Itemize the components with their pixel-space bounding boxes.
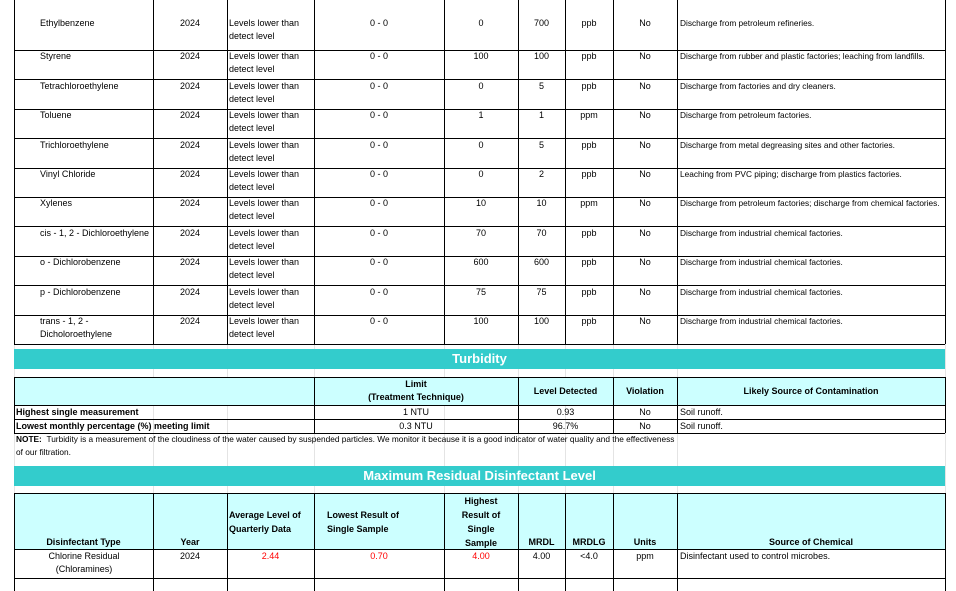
row-border [14,344,945,345]
contaminant-range: 0 - 0 [369,81,388,91]
contaminant-range: 0 - 0 [369,18,388,28]
column-border [314,0,315,344]
disinfectant-header-lowest: Lowest Result of Single Sample [327,510,400,534]
contaminant-name: Xylenes [40,198,73,208]
disinfectant-row-average: 2.44 [261,551,280,561]
contaminant-mclg: 100 [473,51,489,61]
contaminant-range: 0 - 0 [369,169,388,179]
contaminant-units: ppb [581,257,597,267]
row-border [14,256,945,257]
row-border [14,285,945,286]
contaminant-name: cis - 1, 2 - Dichloroethylene [40,228,150,238]
turbidity-note [16,433,946,446]
contaminant-violation: No [639,169,651,179]
contaminant-source: Discharge from metal degreasing sites and other factories. [680,140,895,150]
contaminant-range: 0 - 0 [369,287,388,297]
contaminant-source: Leaching from PVC piping; discharge from plastics factories. [680,169,902,179]
turbidity-note-label: NOTE: [16,434,42,444]
disinfectant-row-units: ppm [636,551,654,561]
contaminant-name: Vinyl Chloride [40,169,96,179]
contaminant-mcl: 5 [538,140,544,150]
contaminant-violation: No [639,287,651,297]
contaminant-level: Levels lower than detect level [229,228,300,251]
disinfectant-row-lowest: 0.70 [370,551,388,561]
contaminant-range: 0 - 0 [369,316,388,326]
contaminant-units: ppb [581,51,597,61]
contaminant-year: 2024 [179,228,201,238]
column-border [613,0,614,344]
turbidity-row-label: Highest single measurement [16,407,139,417]
contaminant-level: Levels lower than detect level [229,110,300,133]
disinfectant-header-mrdlg: MRDLG [572,537,606,547]
disinfectant-header-mrdl: MRDL [528,537,555,547]
contaminant-range: 0 - 0 [369,198,388,208]
contaminant-year: 2024 [179,169,201,179]
contaminant-level: Levels lower than detect level [229,140,300,163]
disinfectant-row-type: Chlorine Residual (Chloramines) [48,551,120,574]
contaminant-mclg: 600 [473,257,489,267]
contaminant-violation: No [639,198,651,208]
disinfectant-header-type: Disinfectant Type [46,537,121,547]
column-border [565,0,566,344]
contaminant-year: 2024 [179,110,201,120]
contaminant-range: 0 - 0 [369,51,388,61]
contaminant-units: ppm [580,198,598,208]
contaminant-year: 2024 [179,51,201,61]
contaminant-level: Levels lower than detect level [229,316,300,339]
contaminant-violation: No [639,81,651,91]
contaminant-units: ppm [580,110,598,120]
row-border [14,109,945,110]
contaminant-year: 2024 [179,18,201,28]
contaminant-units: ppb [581,81,597,91]
turbidity-row-source: Soil runoff. [680,421,723,431]
contaminant-level: Levels lower than detect level [229,287,300,310]
disinfectant-row-mrdlg: <4.0 [580,551,598,561]
turbidity-row-level: 96.7% [552,421,579,431]
contaminant-units: ppb [581,169,597,179]
contaminant-range: 0 - 0 [369,110,388,120]
contaminant-source: Discharge from rubber and plastic factories; leaching from landfills. [680,51,925,61]
contaminant-mclg: 0 [478,18,484,28]
contaminant-mclg: 0 [478,140,484,150]
contaminant-units: ppb [581,287,597,297]
contaminant-mcl: 1 [538,110,544,120]
contaminant-name: trans - 1, 2 - Dicholoroethylene [40,316,113,339]
contaminant-mclg: 10 [475,198,486,208]
turbidity-row-limit: 1 NTU [402,407,429,417]
disinfectant-row-year: 2024 [179,551,201,561]
turbidity-row-source: Soil runoff. [680,407,723,417]
column-border [227,0,228,344]
contaminant-mclg: 70 [475,228,486,238]
turbidity-note-continued: of our filtration. [16,447,71,457]
turbidity-note-text: Turbidity is a measurement of the cloudiness of the water caused by suspended particles. We monitor it because it is a good indicator of water quality and the effectiveness [46,434,675,444]
turbidity-header-source: Likely Source of Contamination [743,386,879,396]
contaminant-year: 2024 [179,140,201,150]
contaminant-mcl: 600 [533,257,550,267]
contaminant-year: 2024 [179,198,201,208]
contaminant-source: Discharge from factories and dry cleaners. [680,81,836,91]
contaminant-mcl: 100 [533,316,550,326]
turbidity-row-limit: 0.3 NTU [399,421,433,431]
row-border [14,226,945,227]
turbidity-row-violation: No [639,421,651,431]
disinfectant-header-highest: Highest Result of Single Sample [461,496,501,548]
contaminant-source: Discharge from industrial chemical factories. [680,316,843,326]
disinfectant-row-mrdl: 4.00 [532,551,551,561]
row-border [14,50,945,51]
contaminant-units: ppb [581,228,597,238]
contaminant-name: Toluene [40,110,72,120]
contaminant-mcl: 10 [536,198,547,208]
disinfectant-header-year: Year [180,537,200,547]
contaminant-level: Levels lower than detect level [229,198,300,221]
contaminant-name: Ethylbenzene [40,18,95,28]
contaminant-mclg: 75 [475,287,486,297]
contaminant-mclg: 1 [478,110,484,120]
contaminant-violation: No [639,18,651,28]
contaminant-violation: No [639,51,651,61]
contaminant-violation: No [639,140,651,150]
contaminant-level: Levels lower than detect level [229,81,300,104]
turbidity-row-level: 0.93 [556,407,575,417]
contaminant-range: 0 - 0 [369,140,388,150]
contaminant-mcl: 100 [533,51,550,61]
turbidity-header-limit: Limit [405,379,427,389]
contaminant-range: 0 - 0 [369,228,388,238]
contaminant-violation: No [639,316,651,326]
disinfectant-header-source: Source of Chemical [768,537,854,547]
contaminant-source: Discharge from petroleum refineries. [680,18,815,28]
contaminant-level: Levels lower than detect level [229,18,300,41]
contaminant-source: Discharge from industrial chemical factories. [680,287,843,297]
contaminant-source: Discharge from industrial chemical factories. [680,228,843,238]
contaminant-mcl: 70 [536,228,547,238]
row-border [14,197,945,198]
disinfectant-header-units: Units [633,537,657,547]
row-border [14,315,945,316]
contaminant-violation: No [639,257,651,267]
contaminant-mclg: 0 [478,169,484,179]
contaminant-level: Levels lower than detect level [229,51,300,74]
row-border [14,79,945,80]
contaminant-violation: No [639,228,651,238]
column-border [518,0,519,344]
contaminant-name: Trichloroethylene [40,140,109,150]
column-border [14,0,15,344]
contaminant-mcl: 5 [538,81,544,91]
turbidity-banner: Turbidity [14,349,945,369]
turbidity-row-label: Lowest monthly percentage (%) meeting limit [16,421,210,431]
contaminant-mcl: 700 [533,18,550,28]
row-border [14,138,945,139]
column-border [444,0,445,344]
disinfectant-row-source: Disinfectant used to control microbes. [680,551,831,561]
contaminant-name: p - Dichlorobenzene [40,287,121,297]
contaminant-year: 2024 [179,316,201,326]
contaminant-level: Levels lower than detect level [229,169,300,192]
contaminant-mclg: 100 [473,316,489,326]
contaminant-source: Discharge from petroleum factories. [680,110,812,120]
contaminant-name: Styrene [40,51,72,61]
contaminant-range: 0 - 0 [369,257,388,267]
turbidity-header-violation: Violation [626,386,664,396]
contaminant-source: Discharge from petroleum factories; discharge from chemical factories. [680,198,940,208]
row-border [14,168,945,169]
contaminant-units: ppb [581,18,597,28]
contaminant-level: Levels lower than detect level [229,257,300,280]
contaminant-mcl: 75 [536,287,547,297]
contaminant-source: Discharge from industrial chemical factories. [680,257,843,267]
contaminant-mcl: 2 [538,169,544,179]
contaminant-name: Tetrachloroethylene [40,81,119,91]
column-border [153,0,154,344]
contaminant-units: ppb [581,140,597,150]
column-border [677,0,678,344]
contaminant-year: 2024 [179,81,201,91]
turbidity-header-limit-sub: (Treatment Technique) [368,392,464,402]
column-border [945,0,946,344]
contaminant-year: 2024 [179,257,201,267]
contaminant-violation: No [639,110,651,120]
disinfectant-banner: Maximum Residual Disinfectant Level [14,466,945,486]
contaminant-units: ppb [581,316,597,326]
contaminant-mclg: 0 [478,81,484,91]
turbidity-row-violation: No [639,407,651,417]
contaminant-name: o - Dichlorobenzene [40,257,121,267]
disinfectant-header-average: Average Level of Quarterly Data [229,510,301,534]
contaminant-year: 2024 [179,287,201,297]
disinfectant-row-highest: 4.00 [472,551,490,561]
turbidity-header-level: Level Detected [533,386,598,396]
